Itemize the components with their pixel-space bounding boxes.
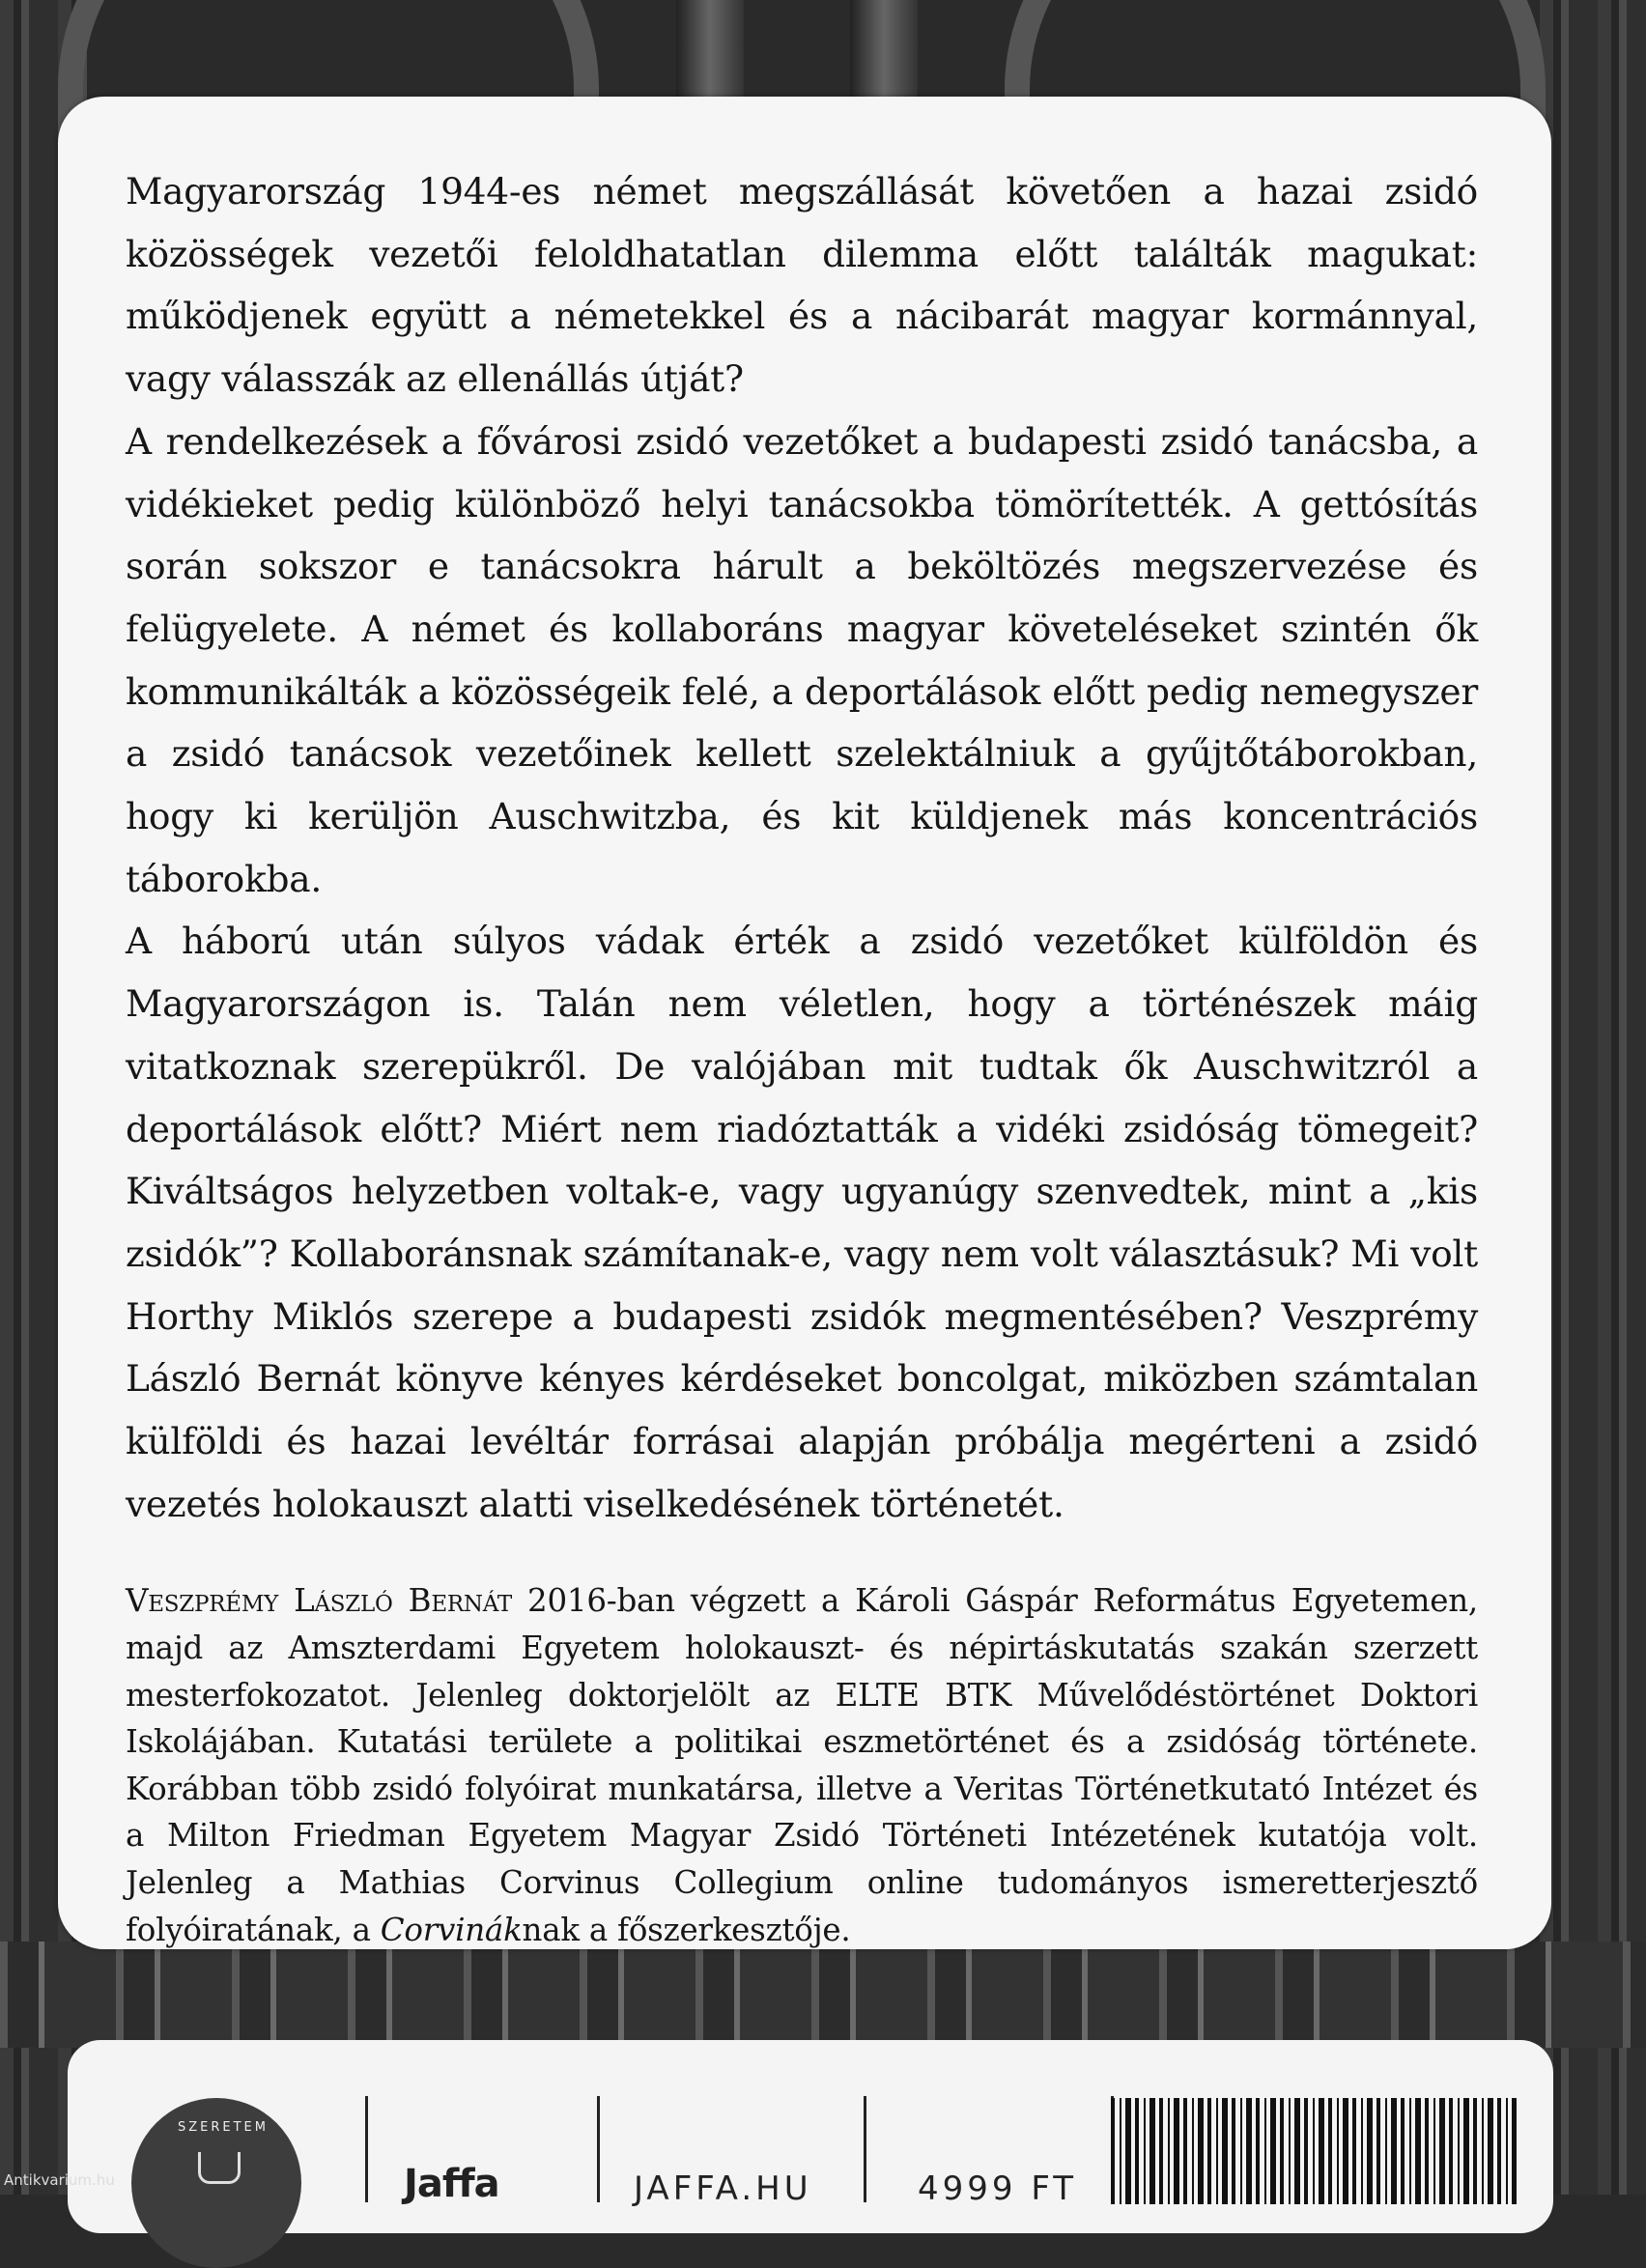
divider — [864, 2096, 866, 2202]
journal-title: Corvinák — [380, 1911, 523, 1948]
price: 4999 FT — [918, 2169, 1078, 2208]
seal-text: SZERETEM — [178, 2120, 269, 2135]
bio-text-end: nak a főszerkesztője. — [522, 1911, 851, 1948]
publisher-logo: Jaffa — [404, 2162, 499, 2206]
door-right — [1540, 0, 1646, 2195]
divider — [365, 2096, 368, 2202]
cup-icon — [198, 2152, 241, 2184]
watermark: Antikvarium.hu — [4, 2171, 115, 2189]
back-cover-text — [126, 160, 1478, 1953]
author-bio — [126, 1577, 1478, 1953]
bio-text: 2016-ban végzett a Károli Gáspár Református Egyetemen, majd az Amszterdami Egyetem holokauszt- és népirtáskutatás szakán szerzett mesterfokozatot. Jelenleg doktorjelölt az ELTE BTK Művelődéstörténet Doktori Iskolájában. Kutatási területe a politikai eszmetörténet és a zsidóság története. Korábban több zsidó folyóirat munkatársa, illetve a Veritas Történetkutató Intézet és a Milton Friedman Egyetem Magyar Zsidó Történeti Intézetének kutatója volt. Jelenleg a Mathias Corvinus Collegium online tudományos ismeretterjesztő folyóiratának, a — [126, 1582, 1478, 1948]
barcode — [1111, 2098, 1517, 2204]
author-name: Veszprémy László Bernát — [126, 1582, 512, 1620]
lower-panel — [0, 1942, 1646, 2048]
paragraph-1: Magyarország 1944-es német megszállását követően a hazai zsidó közösségek vezetői feloldhatatlan dilemma előtt találták magukat: működjenek együtt a németekkel és a nácibarát magyar kormánnyal, vagy válasszák az ellenállás útját? — [126, 170, 1478, 401]
publisher-site: JAFFA.HU — [634, 2169, 812, 2208]
divider — [597, 2096, 600, 2202]
paragraph-3: A háború után súlyos vádak érték a zsidó vezetőket külföldön és Magyarországon is. Talán nem véletlen, hogy a történészek máig vitatkoznak szerepükről. De valójában mit tudtak ők Auschwitzról a deportálások előtt? Miért nem riadóztatták a vidéki zsidóság tömegeit? Kiváltságos helyzetben voltak-e, vagy ugyanúgy szenvedtek, mint a „kis zsidók”? Kollaboránsnak számítanak-e, vagy nem volt választásuk? Mi volt Horthy Miklós szerepe a budapesti zsidók megmentésében? Veszprémy László Bernát könyve kényes kérdéseket boncolgat, miközben számtalan külföldi és hazai levéltár forrásai alapján próbálja megérteni a zsidó vezetés holokauszt alatti viselkedésének történetét. — [126, 920, 1478, 1525]
paragraph-2: A rendelkezések a fővárosi zsidó vezetőket a budapesti zsidó tanácsba, a vidékieket pedig különböző helyi tanácsokba tömörítették. A gettósítás során sokszor e tanácsokra hárult a beköltözés megszervezése és felügyelete. A német és kollaboráns magyar követeléseket szintén ők kommunikálták a közösségeik felé, a deportálások előtt pedig nemegyszer a zsidó tanácsok vezetőinek kellett szelektálniuk a gyűjtőtáborokban, hogy ki kerüljön Auschwitzba, és kit küldjenek más koncentrációs táborokba. — [126, 419, 1478, 900]
